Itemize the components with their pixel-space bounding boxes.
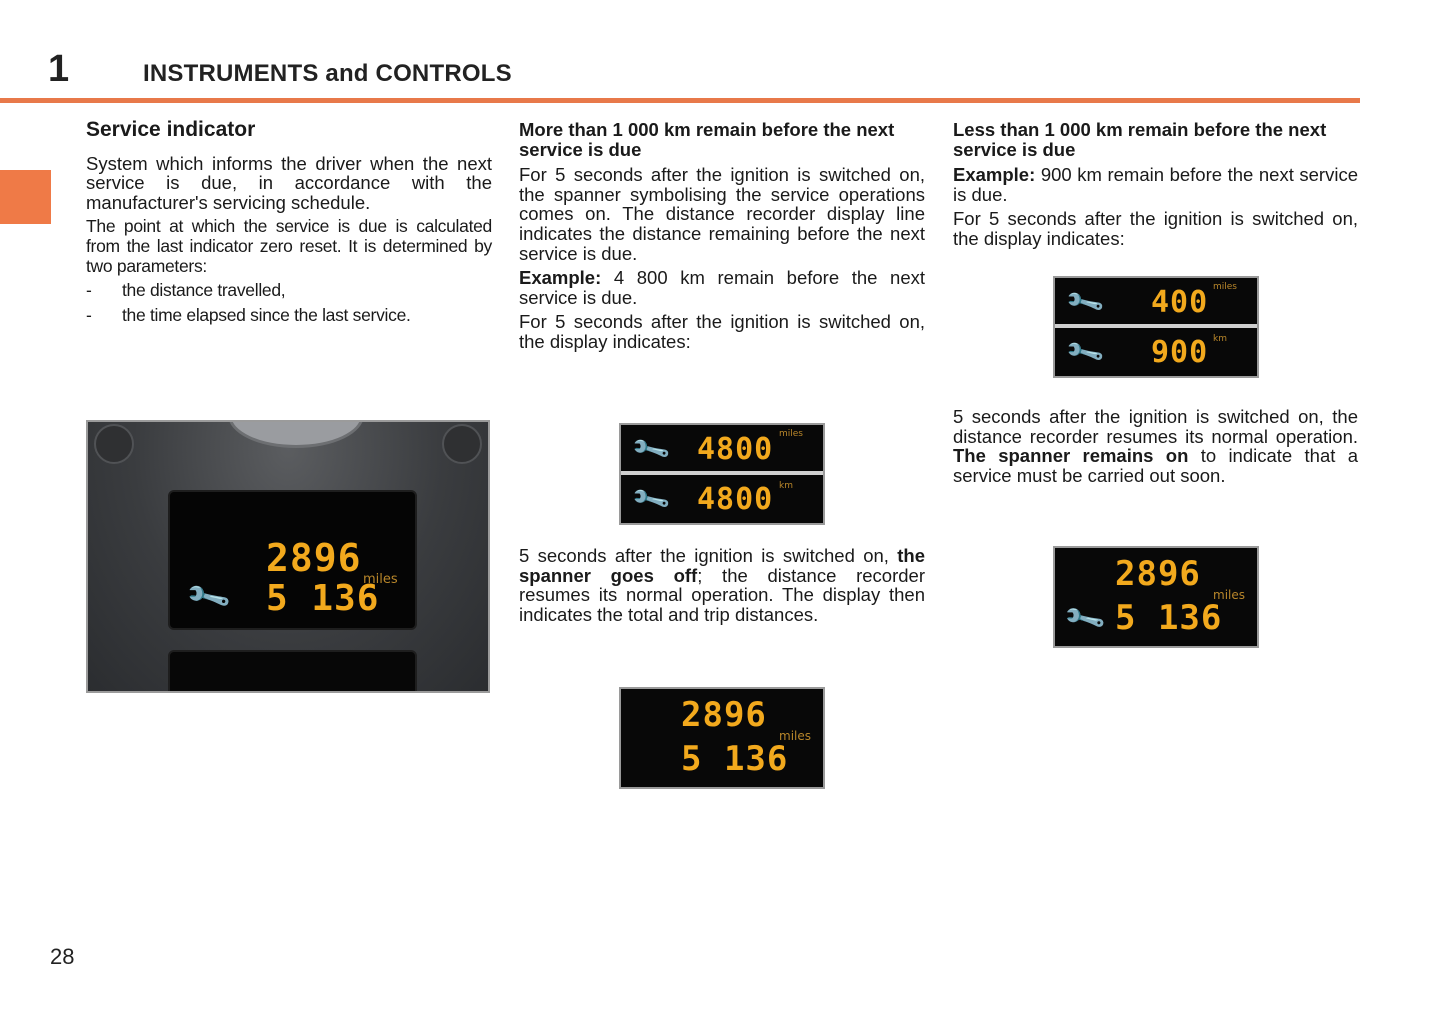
lcd-unit: km [779, 481, 793, 491]
column-less-than-1000-after [953, 407, 1358, 490]
paragraph [953, 407, 1358, 485]
emphasis: the spanner goes off [519, 545, 925, 586]
chapter-title: INSTRUMENTS and CONTROLS [143, 60, 512, 87]
list-dash: - [86, 304, 92, 325]
lcd-value: 4800 [697, 432, 774, 467]
lcd-display-4800 [619, 423, 825, 525]
trip-distance: 5 136 [681, 739, 789, 779]
lcd-unit: km [1213, 334, 1227, 344]
list-item [86, 281, 492, 301]
lcd-display-900 [1053, 276, 1259, 378]
column-service-indicator [86, 120, 492, 325]
trip-distance: 5 136 [1115, 598, 1223, 638]
spanner-icon: 🔧 [1063, 330, 1107, 374]
total-distance: 2896 [681, 695, 767, 735]
paragraph [519, 546, 925, 624]
total-distance: 2896 [266, 536, 362, 580]
list-item-text: the time elapsed since the last service. [122, 304, 411, 325]
lcd-display-normal [619, 687, 825, 789]
distance-unit: miles [363, 572, 398, 587]
instrument-panel-photo [86, 420, 490, 693]
column-more-than-1000-after [519, 546, 925, 629]
header-rule [0, 98, 1360, 103]
text-run: 5 seconds after the ignition is switched on, [519, 545, 898, 566]
paragraph [953, 165, 1358, 204]
distance-unit: miles [1213, 588, 1245, 602]
lcd-unit: miles [1213, 282, 1237, 292]
chapter-side-tab [0, 170, 51, 224]
warning-lamp-right [442, 424, 482, 464]
example-text: 900 km remain before the next service is due. [953, 164, 1358, 205]
spanner-icon: 🔧 [184, 573, 234, 622]
example-label: Example: [953, 164, 1036, 186]
lcd-row-miles [1055, 278, 1257, 324]
paragraph: For 5 seconds after the ignition is switched on, the spanner symbolising the service operations comes on. The distance recorder display line indicates the distance remaining before the next service is due. [519, 164, 925, 264]
paragraph: The point at which the service is due is calculated from the last indicator zero reset. It is determined by two parameters: [86, 216, 492, 276]
total-distance: 2896 [1115, 554, 1201, 594]
paragraph: System which informs the driver when the next service is due, in accordance with the manufacturer's servicing schedule. [86, 152, 492, 213]
gauge-bezel [228, 420, 364, 448]
spanner-icon: 🔧 [629, 427, 673, 471]
text-run: to indicate that a service must be carried out soon. [953, 445, 1358, 486]
lcd-row-miles [621, 425, 823, 471]
subsection-title: More than 1 000 km remain before the next service is due [519, 119, 895, 160]
column-more-than-1000 [519, 120, 925, 357]
spanner-icon: 🔧 [629, 477, 673, 521]
text-run: ; the distance recorder resumes its normal operation. The display then indicates the total and trip distances. [519, 564, 925, 625]
lcd-unit: miles [779, 429, 803, 439]
warning-lamp-left [94, 424, 134, 464]
chapter-number: 1 [48, 48, 70, 90]
list-dash: - [86, 280, 92, 301]
lcd-row-km [621, 475, 823, 521]
paragraph: For 5 seconds after the ignition is switched on, the display indicates: [953, 208, 1358, 249]
emphasis: The spanner remains on [953, 445, 1189, 467]
example-label: Example: [519, 267, 602, 289]
list-item [86, 306, 492, 326]
spanner-icon: 🔧 [1061, 596, 1108, 641]
lcd-value: 400 [1151, 285, 1209, 320]
odometer-screen [168, 490, 417, 630]
text-run: 5 seconds after the ignition is switched on, the distance recorder resumes its normal operation. [953, 406, 1358, 447]
trip-distance: 5 136 [266, 578, 380, 619]
lcd-row-km [1055, 328, 1257, 374]
spanner-icon: 🔧 [1063, 280, 1107, 324]
list-item-text: the distance travelled, [122, 280, 286, 301]
subsection-title: Less than 1 000 km remain before the next service is due [953, 119, 1327, 160]
lcd-value: 900 [1151, 335, 1209, 370]
lcd-display-spanner-on [1053, 546, 1259, 648]
distance-unit: miles [779, 729, 811, 743]
section-title: Service indicator [86, 118, 256, 141]
paragraph: For 5 seconds after the ignition is switched on, the display indicates: [519, 311, 925, 352]
lower-screen [168, 650, 417, 693]
page-number: 28 [50, 944, 75, 969]
example-text: 4 800 km remain before the next service is due. [519, 267, 925, 308]
lcd-value: 4800 [697, 482, 774, 517]
paragraph [519, 268, 925, 307]
column-less-than-1000 [953, 120, 1358, 254]
